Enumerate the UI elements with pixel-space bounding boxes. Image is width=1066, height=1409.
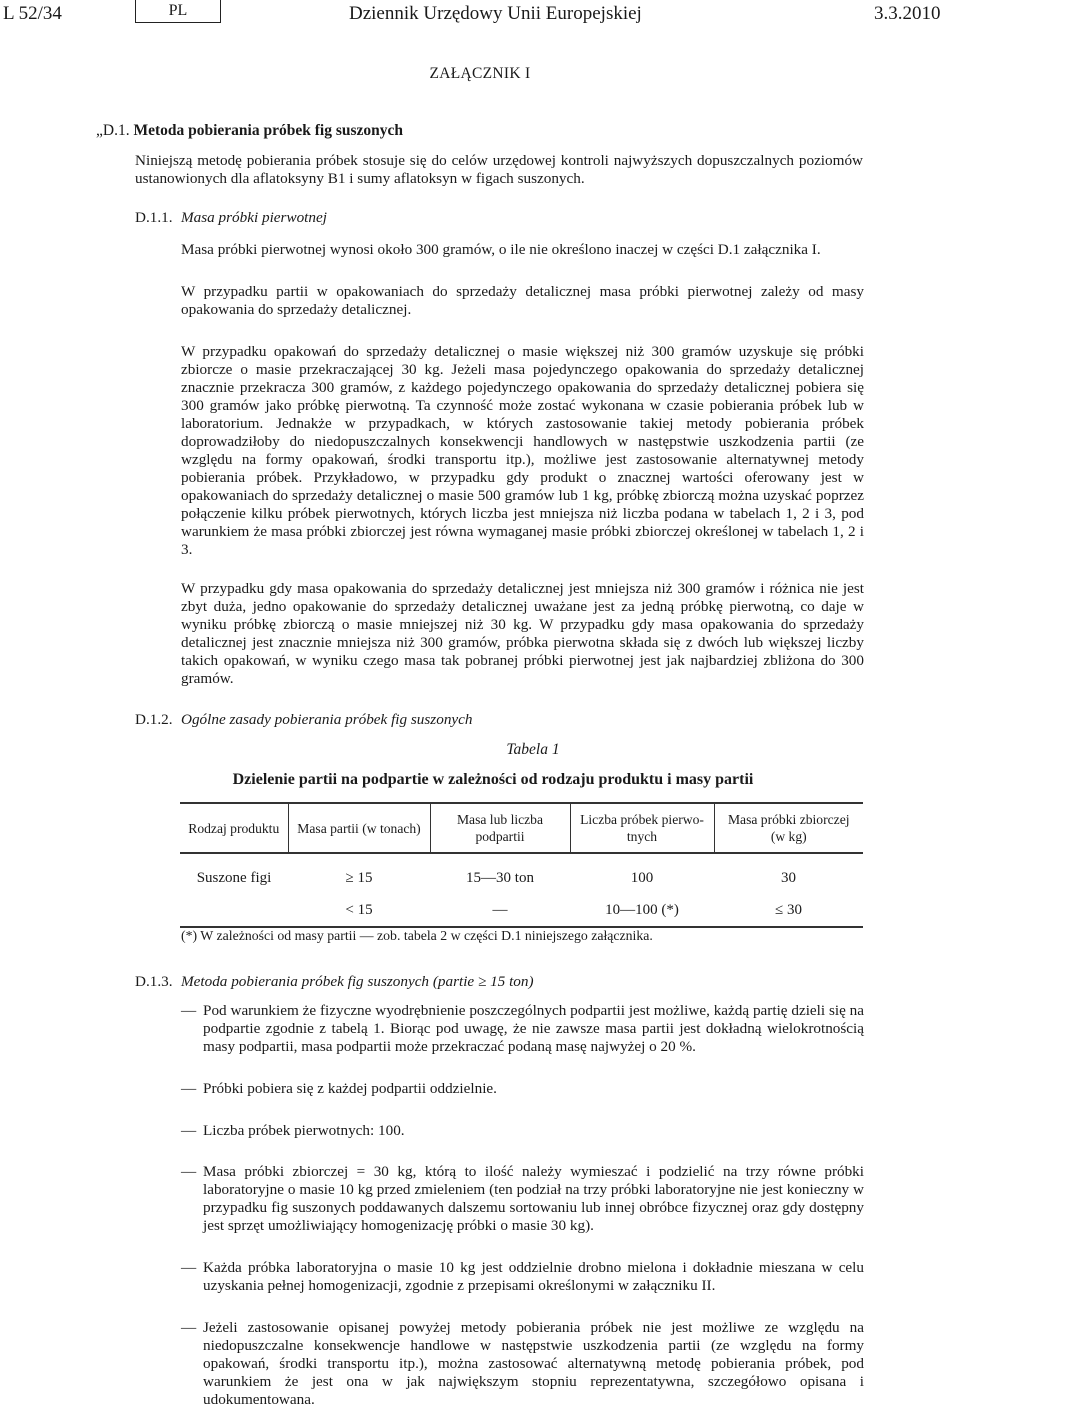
- table-cell: ≤ 30: [714, 895, 863, 927]
- d111-paragraph-1: Masa próbki pierwotnej wynosi około 300 gramów, o ile nie określono inaczej w części D.1 załącznika I.: [181, 241, 821, 258]
- list-item-text: Pod warunkiem że fizyczne wyodrębnienie poszczególnych podpartii jest możliwe, każdą partię dzieli się na podpartie zgodnie z tabelą 1. Biorąc pod uwagę, że nie zawsze masa partii jest dokładną wielokrotnością masy podpartii, masa podpartii może przekraczać podaną masę najwyżej o 20 %.: [203, 1002, 864, 1055]
- section-title-text: Metoda pobierania próbek fig suszonych: [133, 122, 404, 139]
- list-item: [181, 1122, 864, 1140]
- table-cell: [180, 895, 288, 927]
- table-header-cell: Rodzaj produktu: [180, 803, 288, 853]
- table-header-cell: Masa lub liczba podpartii: [430, 803, 570, 853]
- table-header-cell: Masa próbki zbiorczej (w kg): [714, 803, 863, 853]
- table-header-cell: Masa partii (w tonach): [288, 803, 430, 853]
- d111-paragraph-3: W przypadku opakowań do sprzedaży detalicznej o masie większej niż 300 gramów uzyskuje się próbki zbiorcze o masie przekraczającej 30 kg. Jeżeli masa pojedynczego opakowania do sprzedaży detalicznej znacznie przekracza 300 gramów, z każdego pojedynczego opakowania do sprzedaży detalicznej pobiera się 300 gramów jako próbkę pierwotną. Ta czynność może zostać wykonana w czasie pobierania próbek lub w laboratorium. Jednakże w przypadkach, w których zastosowanie takiej metody pobierania próbek doprowadziłoby do niedopuszczalnych konsekwencji handlowych w następstwie uszkodzenia partii (ze względu na formy opakowań, środki transportu itp.), możliwe jest zastosowanie alternatywnej metody pobierania próbek. Przykładowo, w przypadku gdy produkt o znacznej wartości oferowany jest w opakowaniach do sprzedaży detalicznej o masie 500 gramów lub 1 kg, próbkę zbiorczą można uzyskać poprzez połączenie kilku próbek pierwotnych, których liczba jest mniejsza niż liczba podana w tabelach 1, 2 i 3, pod warunkiem że masa próbki zbiorczej jest równa wymaganej masie próbki zbiorczej określonej w tabelach 1, 2 i 3.: [181, 343, 864, 558]
- table-row: [180, 895, 863, 927]
- table-caption: Tabela 1: [506, 741, 560, 758]
- journal-title: Dziennik Urzędowy Unii Europejskiej: [349, 3, 642, 24]
- section-title-prefix: „D.1.: [96, 122, 130, 139]
- page-number: L 52/34: [3, 3, 62, 24]
- d111-paragraph-4: W przypadku gdy masa opakowania do sprzedaży detalicznej jest mniejsza niż 300 gramów i różnica nie jest zbyt duża, jedno opakowanie do sprzedaży detalicznej uważane jest za jedną próbkę pierwotną, co daje w wyniku próbkę zbiorczą o masie mniejszej niż 30 kg. W przypadku gdy masa opakowania do sprzedaży detalicznej jest znacznie mniejsza niż 300 gramów, próbka pierwotna składa się z dwóch lub większej liczby takich opakowań, w wyniku czego masa tak pobranej próbki pierwotnej jest jak najbardziej zbliżona do 300 gramów.: [181, 580, 864, 687]
- table-cell: Suszone figi: [196, 870, 272, 886]
- annex-title: ZAŁĄCZNIK I: [429, 65, 531, 82]
- table-cell: 15—30 ton: [466, 870, 534, 886]
- table-header-cell: Liczba próbek pierwo-tnych: [570, 803, 714, 853]
- table-title: Dzielenie partii na podpartie w zależności od rodzaju produktu i masy partii: [232, 771, 754, 788]
- section-title: [96, 122, 403, 140]
- page-header: [0, 0, 960, 40]
- d111-paragraph-2: W przypadku partii w opakowaniach do sprzedaży detalicznej masa próbki pierwotnej zależy od masy opakowania do sprzedaży detalicznej.: [181, 283, 864, 318]
- list-item: [181, 1319, 864, 1409]
- table-row: [180, 853, 863, 895]
- section-d112-number: D.1.2.: [135, 711, 173, 728]
- intro-paragraph: Niniejszą metodę pobierania próbek stosuje się do celów urzędowej kontroli najwyższych dopuszczalnych poziomów ustanowionych dla aflatoksyny B1 i sumy aflatoksyn w figach suszonych.: [135, 152, 863, 187]
- lot-division-table: [180, 802, 863, 928]
- table-footnote: (*) W zależności od masy partii — zob. tabela 2 w części D.1 niniejszego załącznika.: [181, 928, 653, 943]
- list-item-text: Masa próbki zbiorczej = 30 kg, którą to ilość należy wymieszać i podzielić na trzy równe próbki laboratoryjne o masie 10 kg przed zmieleniem (ten podział na trzy próbki laboratoryjne nie jest konieczny w przypadku fig suszonych poddawanych dalszemu sortowaniu lub innej obróbce fizycznej oraz gdy dostępny jest sprzęt umożliwiający homogenizację próbki o masie 30 kg).: [203, 1163, 864, 1234]
- table-cell: 100: [630, 870, 654, 886]
- dash-bullet: —: [181, 1163, 197, 1180]
- section-d112-title: Ogólne zasady pobierania próbek fig suszonych: [181, 711, 473, 728]
- language-badge: PL: [135, 0, 221, 23]
- table-cell: 30: [781, 870, 796, 886]
- dash-bullet: —: [181, 1319, 197, 1336]
- table-cell: ≥ 15: [345, 870, 373, 886]
- list-item-text: Próbki pobiera się z każdej podpartii oddzielnie.: [203, 1080, 497, 1097]
- table-cell: 10—100 (*): [570, 895, 714, 927]
- list-item: [181, 1002, 864, 1056]
- dash-bullet: —: [181, 1002, 197, 1019]
- dash-bullet: —: [181, 1122, 197, 1139]
- list-item: [181, 1163, 864, 1235]
- section-d113-title: Metoda pobierania próbek fig suszonych (partie ≥ 15 ton): [181, 973, 534, 990]
- list-item-text: Jeżeli zastosowanie opisanej powyżej metody pobierania próbek nie jest możliwe ze względu na niedopuszczalne konsekwencje handlowe w następstwie uszkodzenia partii (ze względu na formy opakowań, środki transportu itp.), można zastosować alternatywną metodę pobierania próbek, pod warunkiem że jest ona w jak największym stopniu reprezentatywna, szczegółowo opisana i udokumentowana.: [203, 1319, 864, 1408]
- list-item: [181, 1259, 864, 1295]
- list-item: [181, 1080, 864, 1098]
- table-header-row: [180, 803, 863, 853]
- list-item-text: Liczba próbek pierwotnych: 100.: [203, 1122, 405, 1139]
- section-d111-number: D.1.1.: [135, 209, 173, 226]
- section-d111-title: Masa próbki pierwotnej: [181, 209, 327, 226]
- section-d112-heading: [135, 711, 472, 729]
- dash-bullet: —: [181, 1080, 197, 1097]
- table-cell: —: [430, 895, 570, 927]
- section-d111-heading: [135, 209, 327, 227]
- section-d113-number: D.1.3.: [135, 973, 173, 990]
- dash-bullet: —: [181, 1259, 197, 1276]
- list-item-text: Każda próbka laboratoryjna o masie 10 kg jest oddzielnie drobno mielona i dokładnie mieszana w celu uzyskania pełnej homogenizacji, zgodnie z przepisami określonymi w załączniku II.: [203, 1259, 864, 1294]
- table-cell: < 15: [288, 895, 430, 927]
- publication-date: 3.3.2010: [874, 3, 941, 24]
- section-d113-heading: [135, 973, 534, 991]
